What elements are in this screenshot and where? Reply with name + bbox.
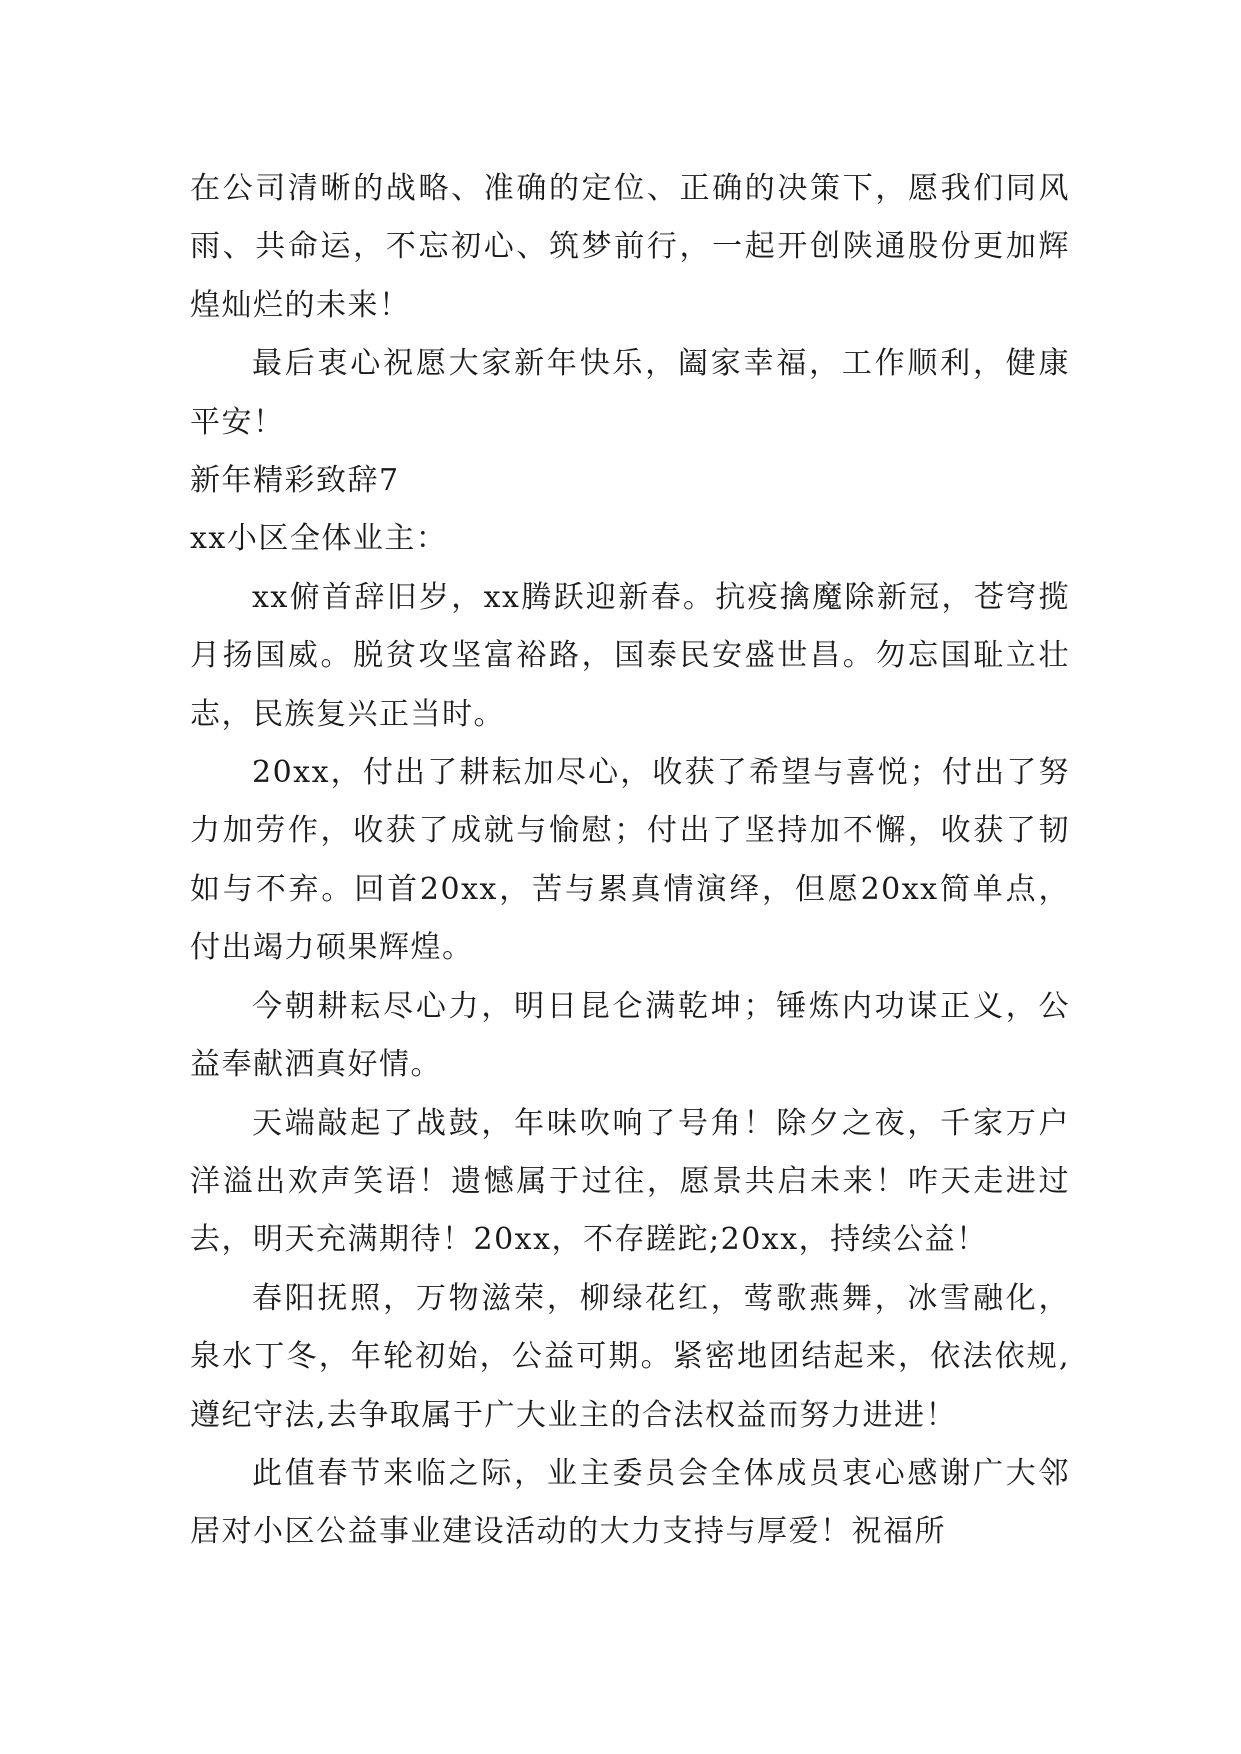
paragraph-couplet: 今朝耕耘尽心力，明日昆仑满乾坤；锤炼内功谋正义，公益奉献洒真好情。 xyxy=(190,988,1070,1083)
paragraph-final-blessing: 最后衷心祝愿大家新年快乐，阖家幸福，工作顺利，健康平安！ xyxy=(190,346,1070,440)
paragraph-review: 20xx，付出了耕耘加尽心，收获了希望与喜悦；付出了努力加劳作，收获了成就与愉慰；付出了坚持加不懈，收获了韧如与不弃。回首20xx，苦与累真情演绎，但愿20xx简单点，付出竭力硕果辉煌。 xyxy=(190,755,1070,966)
document-body xyxy=(190,160,1070,1562)
salutation: xx小区全体业主： xyxy=(190,521,448,557)
paragraph-new-year-eve: 天端敲起了战鼓，年味吹响了号角！除夕之夜，千家万户洋溢出欢声笑语！遗憾属于过往，愿景共启未来！咋天走进过去，明天充满期待！20xx，不存蹉跎;20xx，持续公益！ xyxy=(190,1105,1070,1258)
section-heading: 新年精彩致辞7 xyxy=(190,463,400,499)
paragraph-thanks: 此值春节来临之际，业主委员会全体成员衷心感谢广大邻居对小区公益事业建设活动的大力支持与厚爱！祝福所 xyxy=(190,1455,1070,1550)
paragraph-spring: 春阳抚照，万物滋荣，柳绿花红，莺歌燕舞，冰雪融化，泉水丁冬，年轮初始，公益可期。紧密地团结起来，依法依规,遵纪守法,去争取属于广大业主的合法权益而努力进进！ xyxy=(190,1280,1070,1433)
paragraph-poem: xx俯首辞旧岁，xx腾跃迎新春。抗疫擒魔除新冠，苍穹揽月扬国威。脱贫攻坚富裕路，国泰民安盛世昌。勿忘国耻立壮志，民族复兴正当时。 xyxy=(190,579,1070,732)
paragraph-closing-wish: 在公司清晰的战略、准确的定位、正确的决策下，愿我们同风雨、共命运，不忘初心、筑梦前行，一起开创陕通股份更加辉煌灿烂的未来！ xyxy=(190,171,1070,323)
